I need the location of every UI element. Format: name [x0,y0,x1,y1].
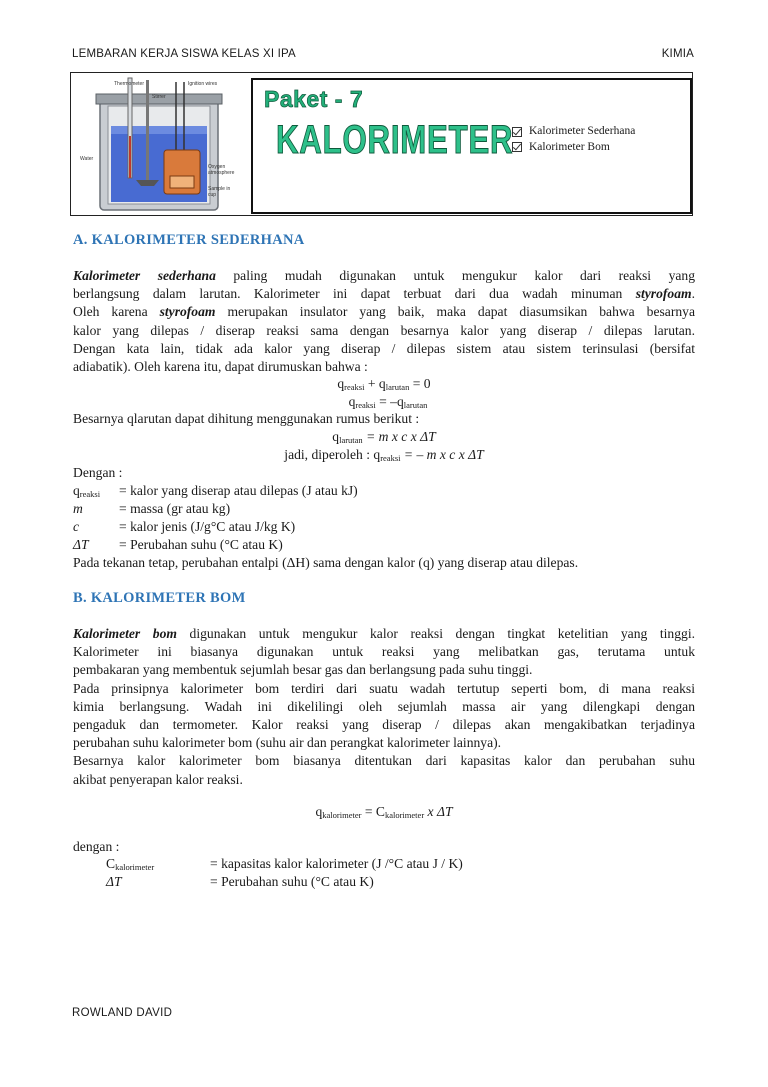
term-kalorimeter-sederhana: Kalorimeter sederhana [73,268,216,283]
intro-line: adiabatik). Oleh karena itu, dapat dirumuskan bahwa : [73,359,368,375]
bomb-calorimeter-illustration [78,76,238,214]
intro-line: paling mudah digunakan untuk mengukur kalor dari reaksi yang [215,268,695,283]
equation-1: $q_{reaksi} + q_{larutan} = 0$ [337,376,431,392]
label-water: Water [80,156,94,162]
definition-desc: = Perubahan suhu (°C atau K) [210,874,374,889]
equation-kalorimeter: $q_{kalorimeter} = C_{kalorimeter}$ x ΔT [315,804,453,820]
worksheet-title: KALORIMETER [276,118,514,162]
intro-line: Dengan kata lain, tidak ada kalor yang diserap / dilepas sistem atau sistem terinsulasi (bersifat [73,340,695,356]
checklist-item [512,140,635,156]
header-left-text: LEMBARAN KERJA SISWA KELAS XI IPA [72,48,296,60]
besarnya-line: Besarnya qlarutan dapat dihitung menggunakan rumus berikut : [73,411,420,426]
dengan-label: Dengan : [73,465,123,480]
intro-line: merupakan insulator yang baik, maka dapat diasumsikan bahwa besarnya [215,304,695,320]
section-a-intro [73,267,695,376]
label-oxygen-2: atmosphere [208,170,235,176]
term-styrofoam: styrofoam [635,286,692,302]
label-oxygen: Oxygen [208,164,226,170]
definition-row: $q_{reaksi}$ = kalor yang diserap atau dilepas (J atau kJ) [73,483,358,499]
equation-3: $q_{larutan} = m$ x c x ΔT [332,429,436,445]
checklist-item [512,124,635,140]
intro-line: kalor yang dilepas / diserap reaksi sama dengan besarnya kalor yang diserap / dilepas larutan. [73,322,695,338]
closing-sentence: Pada tekanan tetap, perubahan entalpi (ΔH) sama dengan kalor (q) yang diserap atau dilepas. [73,555,579,570]
section-a-heading: A. KALORIMETER SEDERHANA [73,232,305,248]
definition-symbol: $C_{kalorimeter}$ [106,856,155,872]
label-sample-2: cup [208,192,217,198]
definition-desc: = kapasitas kalor kalorimeter (J /°C atau J / K) [210,856,463,871]
label-thermometer: Thermometer [114,81,145,87]
definition-row: ΔT = Perubahan suhu (°C atau K) [73,537,283,552]
section-b-paragraph-1: Kalorimeter bom digunakan untuk mengukur kalor reaksi dengan tingkat ketelitian yang tinggi. Kalorimeter ini biasanya digunakan untuk reaksi yang melibatkan gas, terutama untuk pembakaran yang membentuk sejumlah besar gas dan berlangsung pada suhu tinggi. Pada prinsipnya kalorimeter bom terdiri dari suatu wadah tertutup seperti bom, di mana reaksi kimia berlangsung. Wadah ini dikelilingi oleh sejumlah massa air yang dilengkapi dengan pengaduk dan termometer. Kalor reaksi yang diserap / dilepas akan mengakibatkan terjadinya perubahan suhu kalorimeter bom (suhu air dan perangkat kalorimeter lainnya). Besarnya kalor kalorimeter bom biasanya ditentukan dari kapasitas kalor dan perubahan suhu akibat penyerapan kalor reaksi. [73,626,695,787]
definition-symbol: ΔT [106,874,122,889]
header-right-text: KIMIA [661,48,694,60]
checkbox-checked-icon [512,127,522,137]
label-stirrer: Stirrer [152,94,166,100]
term-kalorimeter-bom: Kalorimeter bom [73,626,177,641]
definition-row: m = massa (gr atau kg) [73,501,231,516]
section-b-heading: B. KALORIMETER BOM [73,590,246,606]
topic-checklist [512,124,635,155]
checklist-item-label: Kalorimeter Bom [529,140,610,153]
dengan-label-b: dengan : [73,839,120,854]
intro-line: . [691,286,695,302]
checklist-item-label: Kalorimeter Sederhana [529,125,636,137]
equation-2: $q_{reaksi} = -q_{larutan}$ [348,394,428,410]
label-sample: Sample in [208,186,231,192]
equation-4: jadi, diperoleh : $q_{reaksi}$ = – m x c x ΔT [284,447,484,463]
footer-author: ROWLAND DAVID [72,1007,173,1019]
running-header [72,48,694,64]
intro-line: berlangsung dalam larutan. Kalorimeter ini dapat terbuat dari dua wadah minuman [73,286,636,302]
term-styrofoam: styrofoam [159,304,216,320]
definition-row: c = kalor jenis (J/g°C atau J/kg K) [73,519,296,534]
intro-line: Oleh karena [73,304,160,320]
checkbox-checked-icon [512,142,522,152]
package-label: Paket - 7 [264,86,364,112]
label-ignition: Ignition wires [188,81,218,87]
